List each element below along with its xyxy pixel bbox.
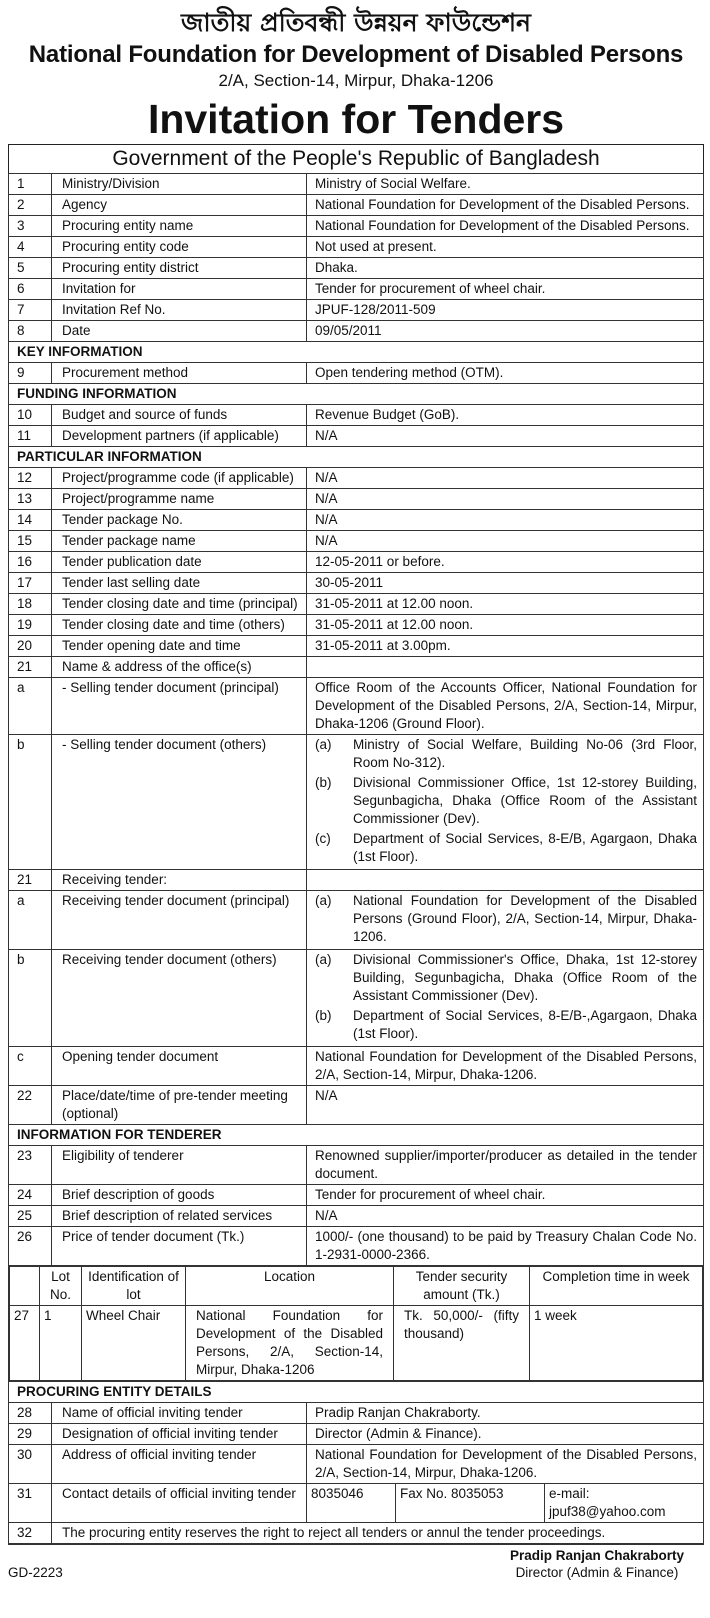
sub-marker: (a) [315, 952, 332, 967]
row-value: National Foundation for Development of the Disabled Persons. [307, 216, 704, 237]
table-row [9, 735, 704, 870]
sub-item [315, 830, 697, 866]
row-value: Ministry of Social Welfare. [307, 174, 704, 195]
table-row [9, 1424, 704, 1445]
row-number: 6 [9, 279, 52, 300]
notice-title: Invitation for Tenders [147, 96, 565, 142]
table-row [9, 510, 704, 531]
row-label: Receiving tender document (others) [52, 950, 307, 1047]
table-row [9, 552, 704, 573]
row-label: Contact details of official inviting tender [52, 1484, 307, 1523]
table-row [9, 258, 704, 279]
row-label: Development partners (if applicable) [52, 426, 307, 447]
table-row [9, 1445, 704, 1484]
row-value [307, 870, 704, 891]
row-value: National Foundation for Development of the Disabled Persons. [307, 195, 704, 216]
row-label: Invitation for [52, 279, 307, 300]
row-label: Tender package No. [52, 510, 307, 531]
row-label: Brief description of goods [52, 1185, 307, 1206]
sub-marker: (a) [315, 893, 332, 908]
sub-item [315, 774, 697, 828]
table-row [9, 657, 704, 678]
row-number: 24 [9, 1185, 52, 1206]
section-header [9, 384, 704, 405]
row-label: Tender closing date and time (others) [52, 615, 307, 636]
row-value: 30-05-2011 [307, 573, 704, 594]
row-value: 1000/- (one thousand) to be paid by Treasury Chalan Code No. 1-2931-0000-2366. [307, 1227, 704, 1266]
section-title: PROCURING ENTITY DETAILS [9, 1382, 704, 1403]
row-number: 31 [9, 1484, 52, 1523]
row-label: - Selling tender document (others) [52, 735, 307, 870]
row-number: b [9, 950, 52, 1047]
contact-cell [307, 1484, 704, 1523]
row-number: 13 [9, 489, 52, 510]
table-row [9, 1206, 704, 1227]
row-number: 23 [9, 1146, 52, 1185]
row-label: Designation of official inviting tender [52, 1424, 307, 1445]
row-label: Brief description of related services [52, 1206, 307, 1227]
row-label: Procuring entity code [52, 237, 307, 258]
sub-item [315, 951, 697, 1005]
table-row [9, 594, 704, 615]
row-number: 5 [9, 258, 52, 279]
row-label: Price of tender document (Tk.) [52, 1227, 307, 1266]
sub-marker: (c) [315, 831, 331, 846]
row-label: Opening tender document [52, 1047, 307, 1086]
table-row [9, 573, 704, 594]
table-row [9, 1047, 704, 1086]
row-label: - Selling tender document (principal) [52, 678, 307, 735]
table-row [9, 195, 704, 216]
table-row [9, 1086, 704, 1125]
row-label: Budget and source of funds [52, 405, 307, 426]
row-label: Procuring entity district [52, 258, 307, 279]
row-value: Renowned supplier/importer/producer as detailed in the tender document. [307, 1146, 704, 1185]
table-row [9, 1403, 704, 1424]
row-number: 21 [9, 657, 52, 678]
row-number: 8 [9, 321, 52, 342]
lot-data-row [10, 1306, 703, 1381]
row-value: N/A [307, 510, 704, 531]
sub-text: Ministry of Social Welfare, Building No-06 (3rd Floor, Room No-312). [353, 737, 697, 770]
row-number: 28 [9, 1403, 52, 1424]
row-label: Tender package name [52, 531, 307, 552]
notice-footer [8, 1544, 704, 1581]
table-row [9, 870, 704, 891]
row-number: 4 [9, 237, 52, 258]
lot-header-blank [10, 1267, 40, 1306]
row-number: 25 [9, 1206, 52, 1227]
row-label: Name of official inviting tender [52, 1403, 307, 1424]
lot-location: National Foundation for Development of the Disabled Persons, 2/A, Section-14, Mirpur, Dhaka-1206 [186, 1306, 394, 1381]
row-value: N/A [307, 531, 704, 552]
section-header [9, 1125, 704, 1146]
row-label: Procuring entity name [52, 216, 307, 237]
table-row [9, 615, 704, 636]
row-value: N/A [307, 426, 704, 447]
signature-block [510, 1547, 704, 1581]
lot-security: Tk. 50,000/- (fifty thousand) [394, 1306, 530, 1381]
row-label: Tender last selling date [52, 573, 307, 594]
table-row [9, 216, 704, 237]
row-value: Pradip Ranjan Chakraborty. [307, 1403, 704, 1424]
row-number: 16 [9, 552, 52, 573]
sub-marker: (a) [315, 737, 332, 752]
sub-text: Divisional Commissioner Office, 1st 12-storey Building, Segunbagicha, Dhaka (Office Room of the Assistant Commissioner (Dev). [353, 775, 697, 826]
org-address: 2/A, Section-14, Mirpur, Dhaka-1206 [218, 71, 494, 90]
table-row [9, 489, 704, 510]
table-row [9, 891, 704, 950]
section-header [9, 1382, 704, 1403]
row-number: 29 [9, 1424, 52, 1445]
row-number: 18 [9, 594, 52, 615]
table-row [9, 174, 704, 195]
row-label: Procurement method [52, 363, 307, 384]
row-number: 10 [9, 405, 52, 426]
sub-text: Department of Social Services, 8-E/B, Agargaon, Dhaka (1st Floor). [353, 831, 697, 864]
sub-text: National Foundation for Development of the Disabled Persons (Ground Floor), 2/A, Section-14, Mirpur, Dhaka-1206. [353, 893, 697, 944]
row-number: 14 [9, 510, 52, 531]
row-value: 31-05-2011 at 3.00pm. [307, 636, 704, 657]
row-value: Tender for procurement of wheel chair. [307, 1185, 704, 1206]
lot-header-row [10, 1267, 703, 1306]
lot-header: Completion time in week [530, 1267, 703, 1306]
row-value: Dhaka. [307, 258, 704, 279]
lot-table-row [9, 1266, 704, 1382]
row-label: Project/programme name [52, 489, 307, 510]
row-number: 7 [9, 300, 52, 321]
row-number: 12 [9, 468, 52, 489]
lot-identification: Wheel Chair [82, 1306, 186, 1381]
row-number: 9 [9, 363, 52, 384]
table-row [9, 426, 704, 447]
section-header [9, 447, 704, 468]
row-number: 11 [9, 426, 52, 447]
sub-item [315, 736, 697, 772]
row-label: Invitation Ref No. [52, 300, 307, 321]
sub-marker: (b) [315, 775, 332, 790]
row-number: 2 [9, 195, 52, 216]
row-number: 30 [9, 1445, 52, 1484]
table-row [9, 363, 704, 384]
row-value: Open tendering method (OTM). [307, 363, 704, 384]
sub-text: Divisional Commissioner's Office, Dhaka, 1st 12-storey Building, Segunbagicha, Dhaka (Office Room of the Assistant Commissioner (Dev). [353, 952, 697, 1003]
gd-number: GD-2223 [8, 1565, 63, 1580]
row-number: b [9, 735, 52, 870]
lot-completion: 1 week [530, 1306, 703, 1381]
row-number: 19 [9, 615, 52, 636]
lot-header: Lot No. [40, 1267, 82, 1306]
row-value-list [307, 891, 704, 950]
row-value: Office Room of the Accounts Officer, National Foundation for Development of the Disabled Persons, 2/A, Section-14, Mirpur, Dhaka-1206 (Ground Floor). [307, 678, 704, 735]
table-row [9, 321, 704, 342]
bangla-title: জাতীয় প্রতিবন্ধী উন্নয়ন ফাউন্ডেশন [181, 8, 531, 37]
row-label: Receiving tender document (principal) [52, 891, 307, 950]
lot-table [9, 1266, 703, 1381]
row-label: Tender opening date and time [52, 636, 307, 657]
row-number: 17 [9, 573, 52, 594]
row-number: 3 [9, 216, 52, 237]
table-row [9, 678, 704, 735]
row-number: 26 [9, 1227, 52, 1266]
row-value-list [307, 950, 704, 1047]
row-value: Tender for procurement of wheel chair. [307, 279, 704, 300]
row-number: c [9, 1047, 52, 1086]
row-label: Ministry/Division [52, 174, 307, 195]
row-label: Tender closing date and time (principal) [52, 594, 307, 615]
table-row [9, 279, 704, 300]
row-value: 31-05-2011 at 12.00 noon. [307, 594, 704, 615]
signatory-name: Pradip Ranjan Chakraborty [509, 1548, 684, 1563]
row-value: N/A [307, 1206, 704, 1227]
contact-row [307, 1484, 703, 1522]
contact-table [307, 1484, 703, 1522]
tender-details-table [8, 173, 704, 1544]
section-title: PARTICULAR INFORMATION [9, 447, 704, 468]
table-row [9, 405, 704, 426]
phone-number: 8035046 [307, 1484, 396, 1522]
sub-text: Department of Social Services, 8-E/B-,Agargaon, Dhaka (1st Floor). [353, 1008, 697, 1041]
row-label: Address of official inviting tender [52, 1445, 307, 1484]
row-label: Date [52, 321, 307, 342]
lot-number: 1 [40, 1306, 82, 1381]
row-number: 27 [10, 1306, 40, 1381]
row-value: JPUF-128/2011-509 [307, 300, 704, 321]
signatory-title: Director (Admin & Finance) [515, 1565, 679, 1580]
government-line: Government of the People's Republic of Bangladesh [8, 144, 704, 173]
row-value: 31-05-2011 at 12.00 noon. [307, 615, 704, 636]
row-value: Revenue Budget (GoB). [307, 405, 704, 426]
row-label: Tender publication date [52, 552, 307, 573]
table-row [9, 950, 704, 1047]
lot-table-cell [9, 1266, 704, 1382]
row-number: 1 [9, 174, 52, 195]
row-value: Director (Admin & Finance). [307, 1424, 704, 1445]
row-number: 21 [9, 870, 52, 891]
row-value: 09/05/2011 [307, 321, 704, 342]
row-number: 22 [9, 1086, 52, 1125]
tender-notice [8, 0, 704, 1581]
row-value: N/A [307, 468, 704, 489]
row-label: Agency [52, 195, 307, 216]
row-label: Project/programme code (if applicable) [52, 468, 307, 489]
section-title: INFORMATION FOR TENDERER [9, 1125, 704, 1146]
row-number: a [9, 678, 52, 735]
table-row [9, 1146, 704, 1185]
notice-header [8, 6, 704, 173]
fax-number: Fax No. 8035053 [396, 1484, 545, 1522]
row-value: 12-05-2011 or before. [307, 552, 704, 573]
email-address: e-mail: jpuf38@yahoo.com [549, 1486, 666, 1519]
row-number: 32 [9, 1523, 52, 1544]
row-value: Not used at present. [307, 237, 704, 258]
row-label: Eligibility of tenderer [52, 1146, 307, 1185]
row-value: National Foundation for Development of the Disabled Persons, 2/A, Section-14, Mirpur, Dhaka-1206. [307, 1445, 704, 1484]
table-row [9, 300, 704, 321]
sub-marker: (b) [315, 1008, 332, 1023]
row-label: Name & address of the office(s) [52, 657, 307, 678]
row-value: N/A [307, 489, 704, 510]
sub-item [315, 1007, 697, 1043]
lot-header: Identification of lot [82, 1267, 186, 1306]
table-row [9, 531, 704, 552]
table-row [9, 1227, 704, 1266]
reservation-text: The procuring entity reserves the right to reject all tenders or annul the tender proceedings. [52, 1523, 704, 1544]
section-header [9, 342, 704, 363]
lot-header: Tender security amount (Tk.) [394, 1267, 530, 1306]
row-number: 15 [9, 531, 52, 552]
row-value: National Foundation for Development of the Disabled Persons, 2/A, Section-14, Mirpur, Dhaka-1206. [307, 1047, 704, 1086]
row-label: Receiving tender: [52, 870, 307, 891]
row-number: 20 [9, 636, 52, 657]
row-value [307, 657, 704, 678]
table-row [9, 468, 704, 489]
row-value: N/A [307, 1086, 704, 1125]
table-row [9, 1523, 704, 1544]
section-title: KEY INFORMATION [9, 342, 704, 363]
section-title: FUNDING INFORMATION [9, 384, 704, 405]
row-number: a [9, 891, 52, 950]
lot-header: Location [186, 1267, 394, 1306]
table-row [9, 1185, 704, 1206]
row-label: Place/date/time of pre-tender meeting (optional) [52, 1086, 307, 1125]
org-name: National Foundation for Development of Disabled Persons [28, 41, 684, 68]
table-row [9, 636, 704, 657]
table-row [9, 1484, 704, 1523]
sub-item [315, 892, 697, 946]
row-value-list [307, 735, 704, 870]
table-row [9, 237, 704, 258]
